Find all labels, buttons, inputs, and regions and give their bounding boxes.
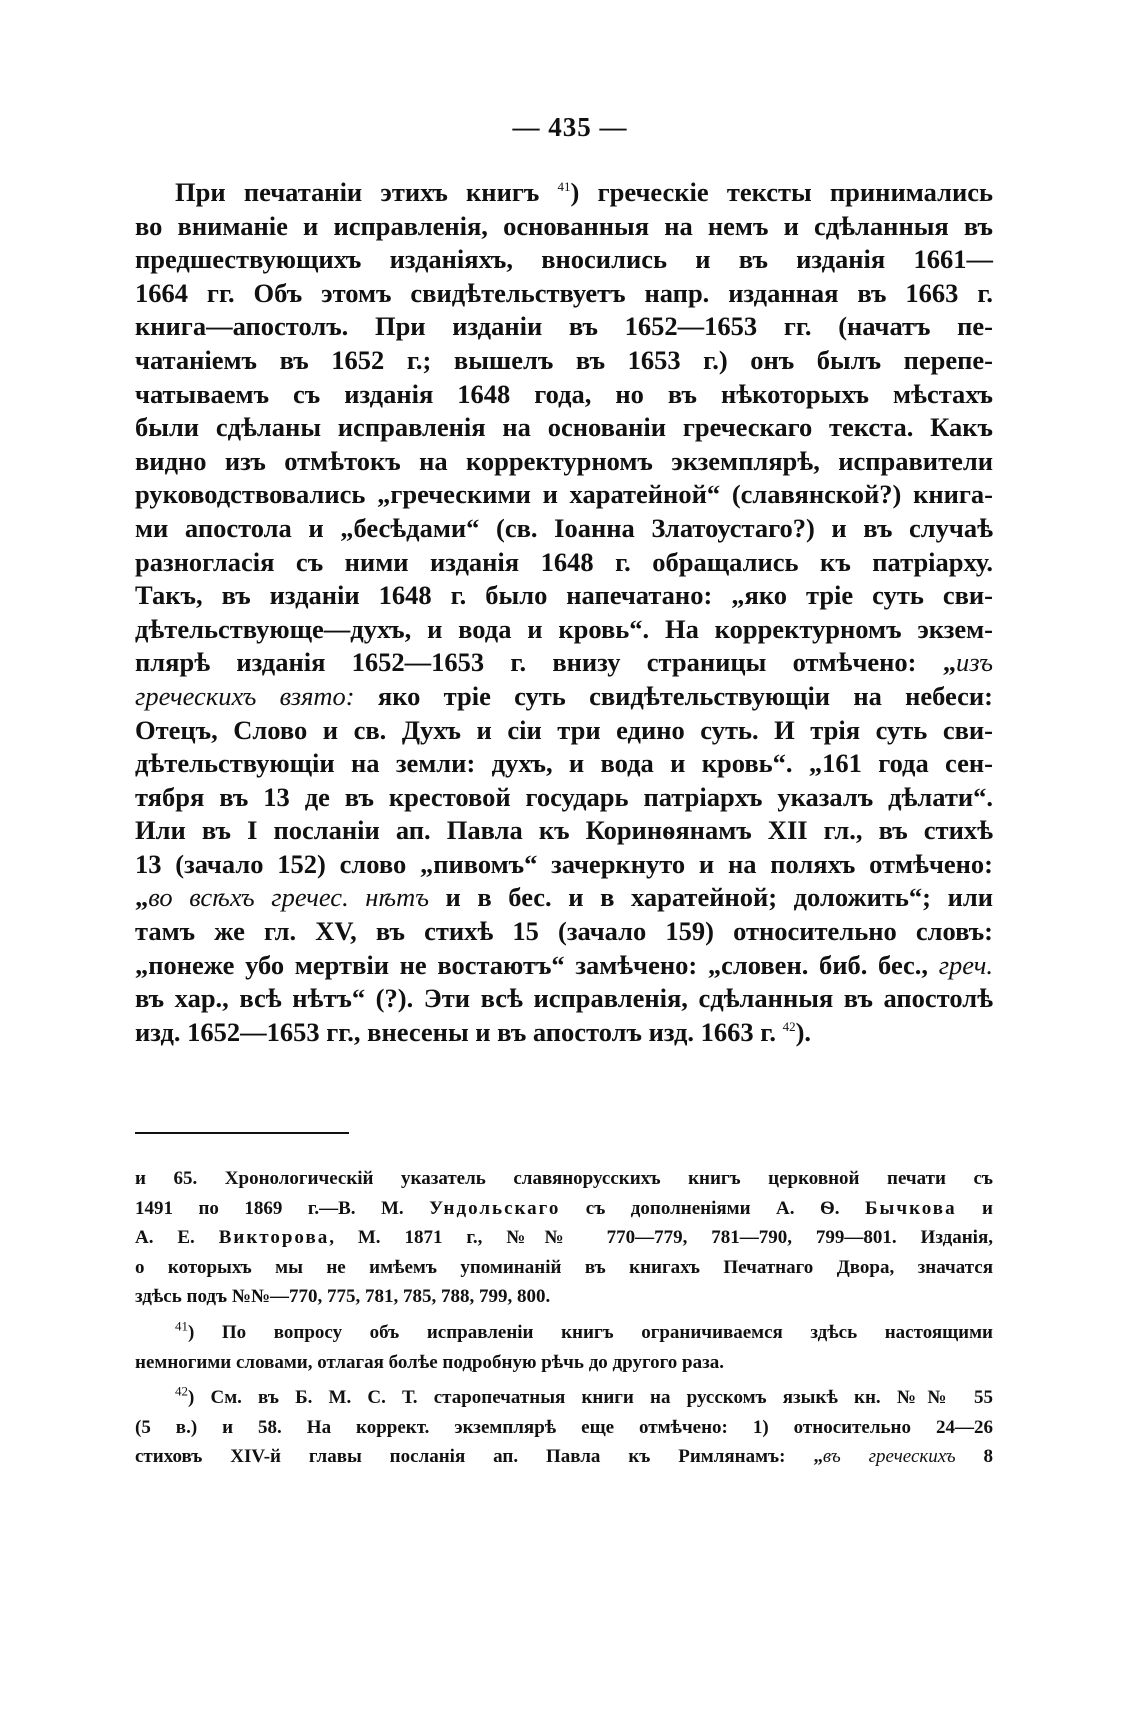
- text-run: и 65. Хронологическій указатель славянорусскихъ книгъ церковной печати съ: [135, 1168, 993, 1189]
- text-line: [135, 814, 993, 848]
- text-line: [135, 949, 993, 983]
- text-run: были сдѣланы исправленія на основаніи греческаго текста. Какъ: [135, 412, 993, 443]
- text-run: Или въ I посланіи ап. Павла къ Коринѳянамъ XII гл., въ стихѣ: [135, 815, 993, 846]
- italic-text: изъ: [956, 647, 993, 678]
- footnote-line: [135, 1348, 993, 1378]
- text-run: видно изъ отмѣтокъ на корректурномъ экземплярѣ, исправители: [135, 445, 993, 476]
- text-run: дѣтельствующе—духъ, и вода и кровь“. На корректурномъ экзем-: [135, 613, 993, 644]
- footnote-ref: 41: [557, 179, 571, 195]
- text-line: [135, 714, 993, 748]
- italic-text: во всѣхъ гречес. нѣтъ: [148, 882, 429, 913]
- text-line: [135, 579, 993, 613]
- italic-text: греческихъ взято:: [135, 680, 355, 711]
- text-run: Отецъ, Слово и св. Духъ и сіи три едино суть. И трія суть сви-: [135, 714, 993, 745]
- text-run: и: [956, 1197, 993, 1219]
- text-run: 8: [955, 1446, 994, 1468]
- footnote-line: [135, 1318, 993, 1348]
- text-line: [135, 1016, 993, 1050]
- text-line: [135, 546, 993, 580]
- text-line: [135, 277, 993, 311]
- footnote-line: [135, 1194, 993, 1224]
- text-run: и в бес. и в харатейной; доложить“; или: [428, 882, 993, 913]
- footnote-line: [135, 1223, 993, 1253]
- footnote-line: [135, 1282, 993, 1312]
- text-run: чатаніемъ въ 1652 г.; вышелъ въ 1653 г.) онъ былъ перепе-: [135, 344, 993, 375]
- text-line: [135, 512, 993, 546]
- footnote-ref: 42: [782, 1019, 796, 1035]
- text-run: (5 в.) и 58. На коррект. экземплярѣ еще отмѣчено: 1) относительно 24—26: [135, 1416, 993, 1438]
- text-line: [135, 680, 993, 714]
- text-line: [135, 478, 993, 512]
- text-run: плярѣ изданія 1652—1653 г. внизу страницы отмѣчено: „: [135, 647, 956, 678]
- text-run: чатываемъ съ изданія 1648 года, но въ нѣкоторыхъ мѣстахъ: [135, 378, 993, 409]
- text-run: въ хар., всѣ нѣтъ“ (?). Эти всѣ исправленія, сдѣланныя въ апостолѣ: [135, 983, 993, 1014]
- text-run: предшествующихъ изданіяхъ, вносились и въ изданія 1661—: [135, 244, 993, 275]
- italic-text: въ греческихъ: [822, 1446, 956, 1468]
- text-run: о которыхъ мы не имѣемъ упоминаній въ книгахъ Печатнаго Двора, значатся: [135, 1256, 993, 1278]
- text-line: [135, 310, 993, 344]
- text-line: [135, 176, 993, 210]
- text-line: [135, 646, 993, 680]
- text-run: При печатаніи этихъ книгъ: [175, 177, 558, 207]
- text-line: [135, 915, 993, 949]
- text-run: тамъ же гл. XV, въ стихѣ 15 (зачало 159) относительно словъ:: [135, 916, 993, 947]
- text-run: во вниманіе и исправленія, основанныя на немъ и сдѣланныя въ: [135, 210, 993, 241]
- footnote-line: [135, 1253, 993, 1283]
- text-line: [135, 881, 993, 915]
- text-run: 1491 по 1869 г.—В. М.: [135, 1197, 430, 1219]
- text-line: [135, 344, 993, 378]
- text-run: изд. 1652—1653 гг., внесены и въ апостолъ изд. 1663 г.: [135, 1016, 783, 1047]
- text-line: [135, 378, 993, 412]
- text-run: дѣтельствующіи на земли: духъ, и вода и кровь“. „161 года сен-: [135, 748, 993, 779]
- footnote-line: [135, 1164, 993, 1194]
- text-run: ) См. въ Б. М. С. Т. старопечатныя книги на русскомъ языкѣ кн. №№ 55: [188, 1387, 993, 1409]
- footnote-line: [135, 1413, 993, 1443]
- text-run: А. Е.: [135, 1227, 219, 1249]
- text-run: ).: [795, 1016, 812, 1047]
- text-line: [135, 445, 993, 479]
- text-line: [135, 210, 993, 244]
- text-run: здѣсь подъ №№—770, 775, 781, 785, 788, 799, 800.: [135, 1286, 551, 1308]
- text-run: ) По вопросу объ исправленіи книгъ ограничиваемся здѣсь настоящими: [188, 1321, 993, 1343]
- text-run: ми апостола и „бесѣдами“ (св. Іоанна Златоустаго?) и въ случаѣ: [135, 512, 993, 543]
- text-line: [135, 243, 993, 277]
- text-run: Бычкова: [864, 1197, 957, 1219]
- footnotes: [135, 1164, 993, 1472]
- text-run: Ундольскаго: [429, 1197, 561, 1219]
- text-line: [135, 747, 993, 781]
- text-run: книга—апостолъ. При изданіи въ 1652—1653 гг. (начатъ пе-: [135, 311, 993, 342]
- text-line: [135, 848, 993, 882]
- text-run: „: [135, 882, 149, 913]
- page-number: — 435 —: [512, 112, 628, 142]
- text-run: Такъ, въ изданіи 1648 г. было напечатано: „яко тріе суть сви-: [135, 580, 993, 611]
- text-line: [135, 613, 993, 647]
- text-run: , М. 1871 г., №№ 770—779, 781—790, 799—801. Изданія,: [329, 1227, 993, 1249]
- text-run: съ дополненіями А. Ѳ.: [560, 1197, 865, 1219]
- text-run: разногласія съ ними изданія 1648 г. обращались къ патріарху.: [135, 546, 993, 577]
- text-line: [135, 411, 993, 445]
- text-run: руководствовались „греческими и харатейной“ (славянской?) книга-: [135, 479, 993, 510]
- text-run: 1664 гг. Объ этомъ свидѣтельствуетъ напр. изданная въ 1663 г.: [135, 277, 993, 308]
- text-run: 13 (зачало 152) слово „пивомъ“ зачеркнуто и на поляхъ отмѣчено:: [135, 848, 993, 879]
- text-run: „понеже убо мертвіи не востаютъ“ замѣчено: „словен. биб. бес.,: [135, 949, 939, 980]
- text-run: тября въ 13 де въ крестовой государь патріархъ указалъ дѣлати“.: [135, 781, 993, 812]
- text-line: [135, 781, 993, 815]
- main-text: [135, 176, 993, 1049]
- footnote-line: [135, 1383, 993, 1413]
- text-run: стиховъ XIV-й главы посланія ап. Павла къ Римлянамъ: „: [135, 1446, 823, 1468]
- italic-text: греч.: [938, 949, 993, 980]
- text-line: [135, 982, 993, 1016]
- footnote-ref: 41: [175, 1318, 188, 1334]
- footnote: [135, 1318, 993, 1377]
- text-run: немногими словами, отлагая болѣе подробную рѣчь до другого раза.: [135, 1351, 724, 1373]
- text-run: яко тріе суть свидѣтельствующіи на небеси:: [354, 680, 993, 711]
- footnote: [135, 1164, 993, 1312]
- text-run: Викторова: [218, 1227, 330, 1249]
- text-run: ) греческіе тексты принимались: [570, 177, 993, 207]
- footnote: [135, 1383, 993, 1472]
- footnote-ref: 42: [175, 1383, 188, 1399]
- footnote-line: [135, 1442, 993, 1472]
- footnote-separator: [135, 1132, 349, 1134]
